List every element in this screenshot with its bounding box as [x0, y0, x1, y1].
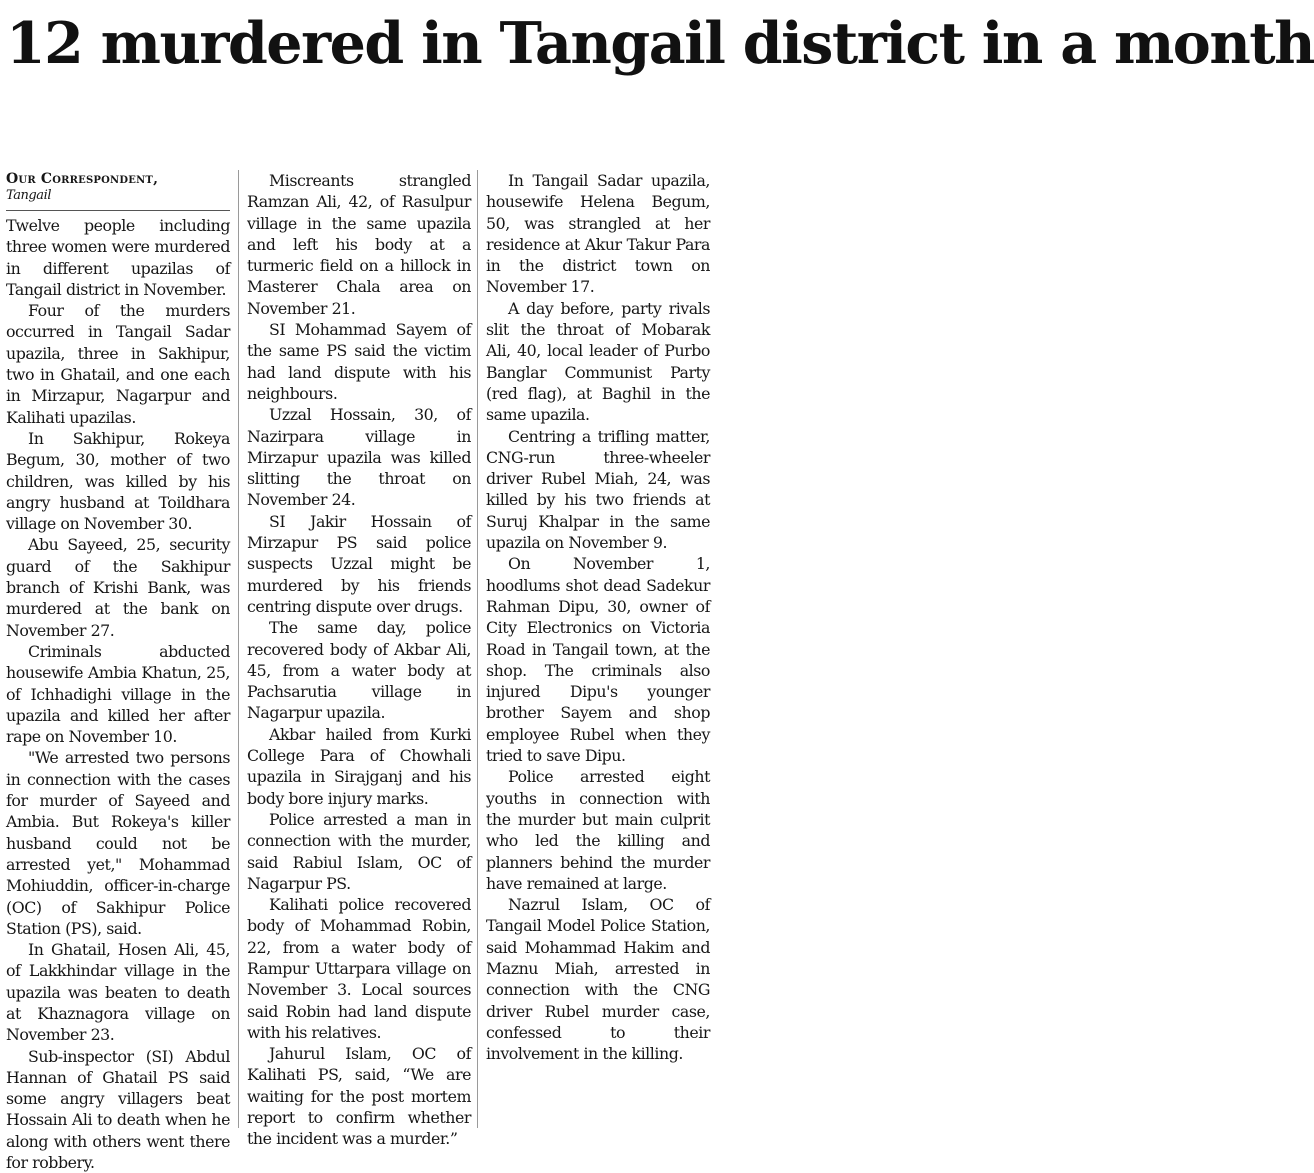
paragraph: SI Mohammad Sayem of the same PS said the victim had land dispute with his neighbours. [247, 320, 471, 403]
article-column-3 [486, 170, 710, 1130]
paragraph: Miscreants strangled Ramzan Ali, 42, of Rasulpur village in the same upazila and left his body at a turmeric field on a hillock in Masterer Chala area on November 21. [247, 171, 471, 318]
paragraph: A day before, party rivals slit the throat of Mobarak Ali, 40, local leader of Purbo Banglar Communist Party (red flag), at Baghil in the same upazila. [486, 298, 710, 425]
paragraph: Police arrested eight youths in connection with the murder but main culprit who led the killing and planners behind the murder have remained at large. [486, 767, 710, 893]
paragraph: Kalihati police recovered body of Mohammad Robin, 22, from a water body of Rampur Uttarpara village on November 3. Local sources said Robin had land dispute with his relatives. [247, 895, 471, 1042]
paragraph: Abu Sayeed, 25, security guard of the Sakhipur branch of Krishi Bank, was murdered at the bank on November 27. [6, 535, 230, 640]
headline: 12 murdered in Tangail district in a month [6, 10, 1314, 77]
paragraph: SI Jakir Hossain of Mirzapur PS said police suspects Uzzal might be murdered by his friends centring dispute over drugs. [247, 511, 471, 616]
column-rule [238, 170, 239, 1128]
dateline: Tangail [6, 188, 230, 211]
paragraph: The same day, police recovered body of Akbar Ali, 45, from a water body at Pachsarutia village in Nagarpur upazila. [247, 618, 471, 723]
paragraph: Police arrested a man in connection with the murder, said Rabiul Islam, OC of Nagarpur PS. [247, 809, 471, 893]
paragraph: Criminals abducted housewife Ambia Khatun, 25, of Ichhadighi village in the upazila and killed her after rape on November 10. [6, 641, 230, 747]
column-rule [477, 170, 478, 1128]
paragraph: Sub-inspector (SI) Abdul Hannan of Ghatail PS said some angry villagers beat Hossain Ali to death when he along with others went there for robbery. [6, 1046, 230, 1173]
paragraph: In Sakhipur, Rokeya Begum, 30, mother of two children, was killed by his angry husband at Toildhara village on November 30. [6, 428, 230, 534]
paragraph: Four of the murders occurred in Tangail Sadar upazila, three in Sakhipur, two in Ghatail, and one each in Mirzapur, Nagarpur and Kalihati upazilas. [6, 301, 230, 427]
paragraph: Akbar hailed from Kurki College Para of Chowhali upazila in Sirajganj and his body bore injury marks. [247, 724, 471, 808]
paragraph: Nazrul Islam, OC of Tangail Model Police Station, said Mohammad Hakim and Maznu Miah, arrested in connection with the CNG driver Rubel murder case, confessed to their involvement in the killing. [486, 895, 710, 1064]
paragraph: Uzzal Hossain, 30, of Nazirpara village in Mirzapur upazila was killed slitting the throat on November 24. [247, 405, 471, 510]
paragraph: "We arrested two persons in connection with the cases for murder of Sayeed and Ambia. But Rokeya's killer husband could not be arrested yet," Mohammad Mohiuddin, officer-in-charge (OC) of Sakhipur Police Station (PS), said. [6, 748, 230, 938]
paragraph: On November 1, hoodlums shot dead Sadekur Rahman Dipu, 30, owner of City Electronics on Victoria Road in Tangail town, at the shop. The criminals also injured Dipu's younger brother Sayem and shop employee Rubel when they tried to save Dipu. [486, 554, 710, 766]
paragraph: In Ghatail, Hosen Ali, 45, of Lakkhindar village in the upazila was beaten to death at Khaznagora village on November 23. [6, 940, 230, 1045]
paragraph: Centring a trifling matter, CNG-run three-wheeler driver Rubel Miah, 24, was killed by his two friends at Suruj Khalpar in the same upazila on November 9. [486, 426, 710, 553]
paragraph: Twelve people including three women were murdered in different upazilas of Tangail district in November. [6, 216, 230, 299]
byline: Our Correspondent, [6, 171, 159, 187]
paragraph: In Tangail Sadar upazila, housewife Helena Begum, 50, was strangled at her residence at Akur Takur Para in the district town on November 17. [486, 171, 710, 297]
article-column-2 [247, 170, 471, 1149]
paragraph: Jahurul Islam, OC of Kalihati PS, said, “We are waiting for the post mortem report to confirm whether the incident was a murder.” [247, 1044, 471, 1149]
article-column-1 [6, 170, 230, 1173]
